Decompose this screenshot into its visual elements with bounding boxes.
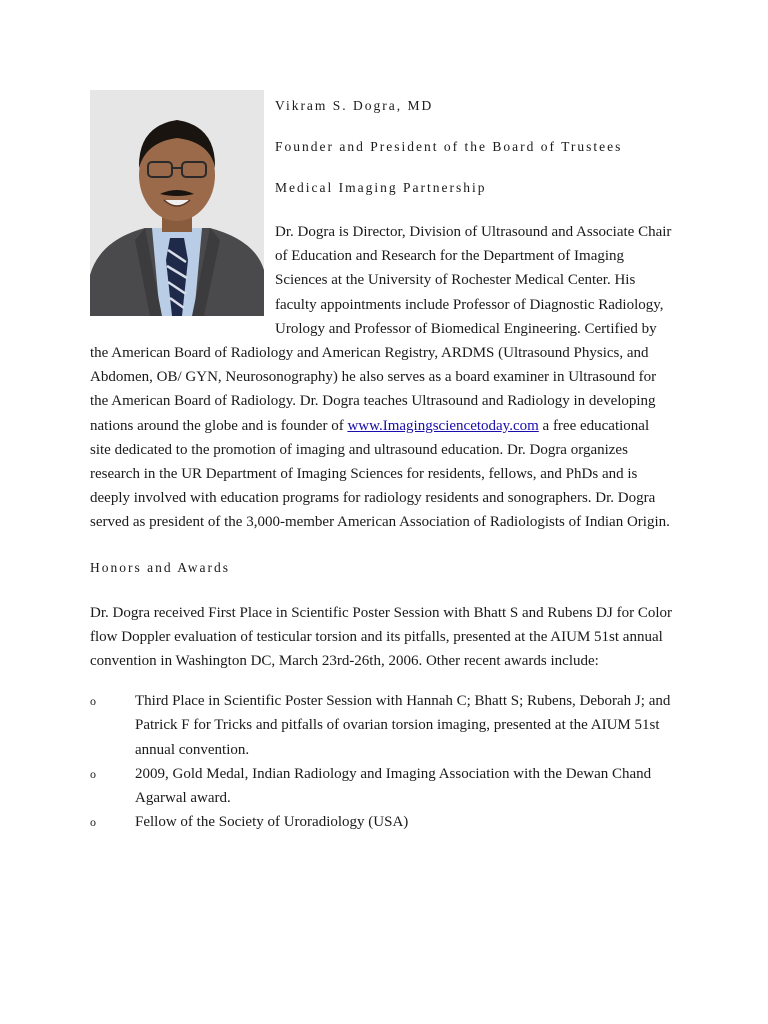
awards-list bbox=[90, 689, 672, 834]
list-item bbox=[90, 762, 672, 810]
portrait-photo bbox=[90, 90, 264, 316]
award-text: 2009, Gold Medal, Indian Radiology and Imaging Association with the Dewan Chand Agarwal award. bbox=[135, 765, 652, 807]
organization-name: Medical Imaging Partnership bbox=[275, 180, 487, 195]
person-role: Founder and President of the Board of Trustees bbox=[275, 139, 623, 154]
imagingsciencetoday-link[interactable]: www.Imagingsciencetoday.com bbox=[347, 417, 539, 434]
award-text: Third Place in Scientific Poster Session with Hannah C; Bhatt S; Rubens, Deborah J; and Patrick F for Tricks and pitfalls of ovarian torsion imaging, presented at the AIUM 51st annual convention. bbox=[135, 693, 671, 758]
bullet-marker: o bbox=[90, 694, 96, 709]
list-item bbox=[90, 689, 672, 762]
honors-heading: Honors and Awards bbox=[90, 559, 230, 575]
list-item bbox=[90, 810, 672, 834]
honors-intro-paragraph: Dr. Dogra received First Place in Scientific Poster Session with Bhatt S and Rubens DJ for Color flow Doppler evaluation of testicular torsion and its pitfalls, presented at the AIUM 51st annual convention in Washington DC, March 23rd-26th, 2006. Other recent awards include: bbox=[90, 604, 673, 670]
bio-text-part-2: a free educational site dedicated to the promotion of imaging and ultrasound education. Dr. Dogra organizes research in the UR Department of Imaging Sciences for residents, fellows, and PhDs and is deeply involved with education programs for radiology residents and sonographers. Dr. Dogra served as president of the 3,000-member American Association of Radiologists of Indian Origin. bbox=[90, 417, 670, 531]
document-page bbox=[90, 90, 672, 834]
award-text: Fellow of the Society of Uroradiology (USA) bbox=[135, 814, 409, 831]
bullet-marker: o bbox=[90, 815, 96, 830]
bullet-marker: o bbox=[90, 766, 96, 781]
portrait-illustration bbox=[90, 90, 264, 316]
person-name: Vikram S. Dogra, MD bbox=[275, 98, 434, 113]
bio-text-part-1: Dr. Dogra is Director, Division of Ultrasound and Associate Chair of Education and Research for the Department of Imaging Sciences at the University of Rochester Medical Center. His faculty appointments include Professor of Diagnostic Radiology, Urology and Professor of Biomedical Engineering. Certified by the American Board of Radiology and American Registry, ARDMS (Ultrasound Physics, and Abdomen, OB/ GYN, Neurosonography) he also serves as a board examiner in Ultrasound for the American Board of Radiology. Dr. Dogra teaches Ultrasound and Radiology in developing nations around the globe and is founder of bbox=[90, 224, 672, 434]
